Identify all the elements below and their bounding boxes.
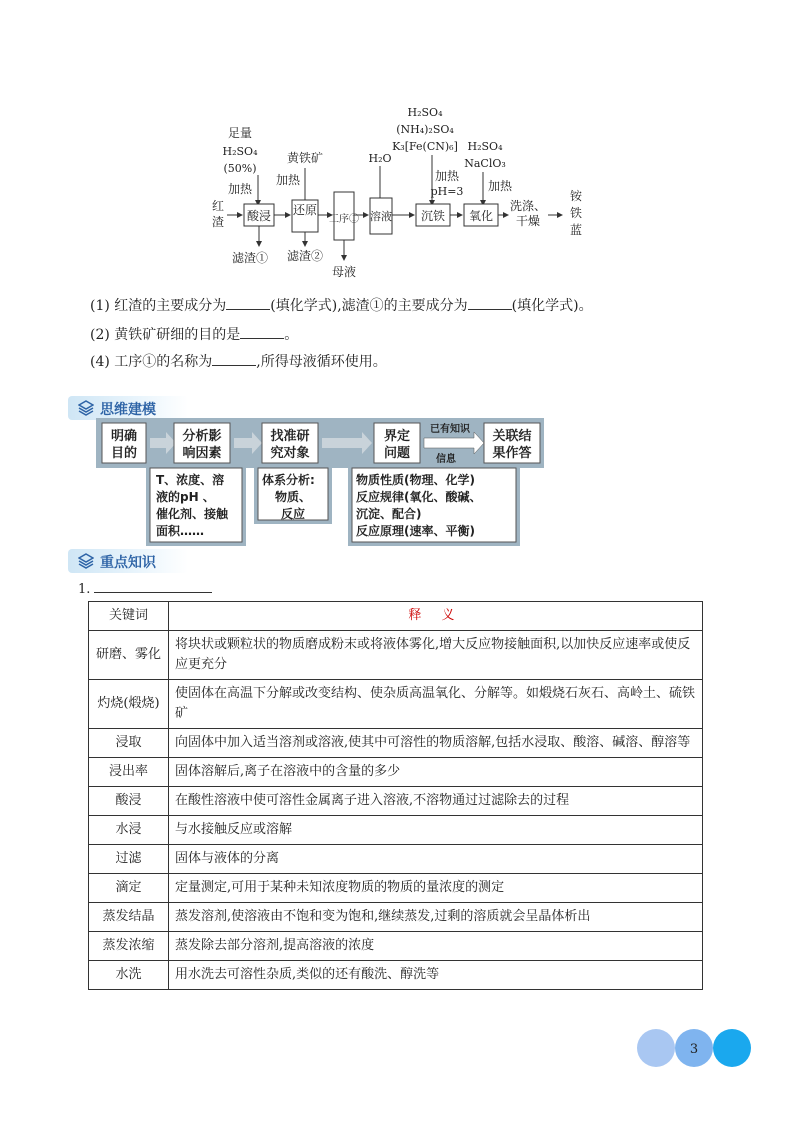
row-definition: 用水洗去可溶性杂质,类似的还有酸洗、醇洗等: [169, 961, 703, 990]
mother-liquor: 母液: [331, 265, 357, 279]
thinking-model-diagram: [96, 418, 544, 546]
layers-icon: [78, 400, 94, 416]
row-keyword: 灼烧(煅烧): [89, 680, 169, 729]
table-header-row: [89, 602, 703, 631]
question-4: (4) 工序①的名称为 ,所得母液循环使用。: [90, 351, 387, 372]
model-box2-line2: 物质、: [274, 490, 312, 504]
process-flowchart: [200, 100, 600, 300]
table-row: [89, 961, 703, 990]
acid-reagent-2: H₂SO₄: [222, 145, 258, 158]
row-keyword: 水浸: [89, 816, 169, 845]
acid-reagent-3: (50%): [223, 162, 257, 175]
model-step-5a: 关联结: [492, 429, 532, 444]
model-step-3a: 找准研: [270, 429, 310, 444]
table-row: [89, 845, 703, 874]
model-info: 信息: [436, 454, 456, 465]
model-box3-line1: 物质性质(物理、化学): [356, 473, 475, 487]
model-box1-line2: 液的pH 、: [156, 490, 215, 504]
model-step-5b: 果作答: [492, 446, 532, 461]
section-title: 思维建模: [100, 402, 156, 418]
row-keyword: 浸取: [89, 729, 169, 758]
oxid-reagent-2: NaClO₃: [464, 157, 506, 170]
acid-reagent-4: 加热: [227, 182, 253, 196]
model-step-3b: 究对象: [270, 446, 310, 461]
question-2: (2) 黄铁矿研细的目的是 。: [90, 324, 298, 345]
model-box3-line2: 反应规律(氧化、酸碱、: [356, 490, 482, 504]
table-row: [89, 816, 703, 845]
dissolve-reagent: H₂O: [368, 152, 392, 165]
row-keyword: 过滤: [89, 845, 169, 874]
row-keyword: 酸浸: [89, 787, 169, 816]
precip-reagent-3: K₃[Fe(CN)₆]: [392, 140, 458, 153]
answer-blank[interactable]: [226, 295, 270, 310]
row-definition: 定量测定,可用于某种未知浓度物质的物质的量浓度的测定: [169, 874, 703, 903]
step-reduce: 还原: [292, 203, 318, 217]
residue-2: 滤渣②: [286, 249, 324, 263]
table-row: [89, 631, 703, 680]
table-row: [89, 932, 703, 961]
item-number: 1.: [78, 580, 212, 597]
item-blank[interactable]: [94, 580, 212, 593]
model-step-4b: 问题: [383, 446, 411, 461]
table-row: [89, 729, 703, 758]
row-definition: 蒸发溶剂,使溶液由不饱和变为饱和,继续蒸发,过剩的溶质就会呈晶体析出: [169, 903, 703, 932]
header-keyword: 关键词: [89, 602, 169, 631]
product-2: 铁: [569, 206, 583, 220]
oxid-reagent-1: H₂SO₄: [467, 140, 503, 153]
model-box2-line3: 反应: [280, 507, 306, 521]
start-red-2: 渣: [211, 215, 225, 229]
precip-reagent-4: 加热: [434, 169, 460, 183]
layers-icon: [78, 553, 94, 569]
key-terms-table: [88, 601, 703, 990]
table-row: [89, 758, 703, 787]
reduce-reagent-1: 黄铁矿: [286, 151, 324, 165]
page-number-badge: [636, 1028, 756, 1068]
model-box1-line1: T、浓度、溶: [156, 473, 225, 487]
section-header-key-knowledge: [68, 549, 188, 573]
table-row: [89, 874, 703, 903]
model-step-1a: 明确: [110, 429, 138, 444]
row-keyword: 蒸发结晶: [89, 903, 169, 932]
precip-reagent-2: (NH₄)₂SO₄: [396, 123, 454, 136]
start-red-1: 红: [211, 199, 225, 213]
table-row: [89, 903, 703, 932]
wash-2: 干燥: [515, 214, 541, 228]
model-step-4a: 界定: [383, 429, 411, 444]
row-keyword: 水洗: [89, 961, 169, 990]
row-keyword: 蒸发浓缩: [89, 932, 169, 961]
model-box1-line3: 催化剂、接触: [156, 507, 229, 521]
precip-reagent-5: pH=3: [430, 185, 464, 198]
residue-1: 滤渣①: [231, 251, 269, 265]
section-header-thinking-model: [68, 396, 188, 420]
precip-reagent-1: H₂SO₄: [407, 106, 443, 119]
row-keyword: 滴定: [89, 874, 169, 903]
step-solution: 溶液: [370, 210, 392, 223]
step-oxidize: 氧化: [468, 209, 494, 223]
model-box1-line4: 面积……: [156, 524, 205, 538]
oxid-reagent-3: 加热: [487, 179, 513, 193]
model-step-1b: 目的: [110, 446, 138, 461]
acid-reagent-1: 足量: [227, 126, 253, 140]
page-number: 3: [689, 1042, 699, 1057]
wash-1: 洗涤、: [509, 199, 547, 213]
row-keyword: 浸出率: [89, 758, 169, 787]
table-row: [89, 787, 703, 816]
reduce-reagent-2: 加热: [275, 173, 301, 187]
answer-blank[interactable]: [468, 295, 512, 310]
question-1: (1) 红渣的主要成分为 (填化学式),滤渣①的主要成分为 (填化学式)。: [90, 295, 593, 316]
row-keyword: 研磨、雾化: [89, 631, 169, 680]
row-definition: 使固体在高温下分解或改变结构、使杂质高温氧化、分解等。如煅烧石灰石、高岭土、硫铁矿: [169, 680, 703, 729]
step-acid-leach: 酸浸: [246, 209, 272, 223]
product-1: 铵: [569, 189, 583, 203]
table-row: [89, 680, 703, 729]
model-step-2a: 分析影: [182, 429, 222, 444]
row-definition: 向固体中加入适当溶剂或溶液,使其中可溶性的物质溶解,包括水浸取、酸溶、碱溶、醇溶等: [169, 729, 703, 758]
row-definition: 固体与液体的分离: [169, 845, 703, 874]
product-3: 蓝: [569, 223, 583, 237]
model-known: 已有知识: [430, 424, 470, 435]
model-step-2b: 响因素: [182, 446, 222, 461]
model-box2-line1: 体系分析:: [262, 473, 315, 487]
row-definition: 固体溶解后,离子在溶液中的含量的多少: [169, 758, 703, 787]
step-precip: 沉铁: [420, 209, 446, 223]
model-box3-line4: 反应原理(速率、平衡): [356, 524, 475, 538]
row-definition: 将块状或颗粒状的物质磨成粉末或将液体雾化,增大反应物接触面积,以加快反应速率或使反应更充分: [169, 631, 703, 680]
header-definition: 释 义: [169, 602, 703, 631]
row-definition: 与水接触反应或溶解: [169, 816, 703, 845]
answer-blank[interactable]: [240, 324, 284, 339]
step-process1: 工序①: [329, 214, 359, 225]
answer-blank[interactable]: [212, 351, 256, 366]
row-definition: 在酸性溶液中使可溶性金属离子进入溶液,不溶物通过过滤除去的过程: [169, 787, 703, 816]
section-title: 重点知识: [100, 555, 156, 571]
model-box3-line3: 沉淀、配合): [356, 507, 422, 521]
row-definition: 蒸发除去部分溶剂,提高溶液的浓度: [169, 932, 703, 961]
